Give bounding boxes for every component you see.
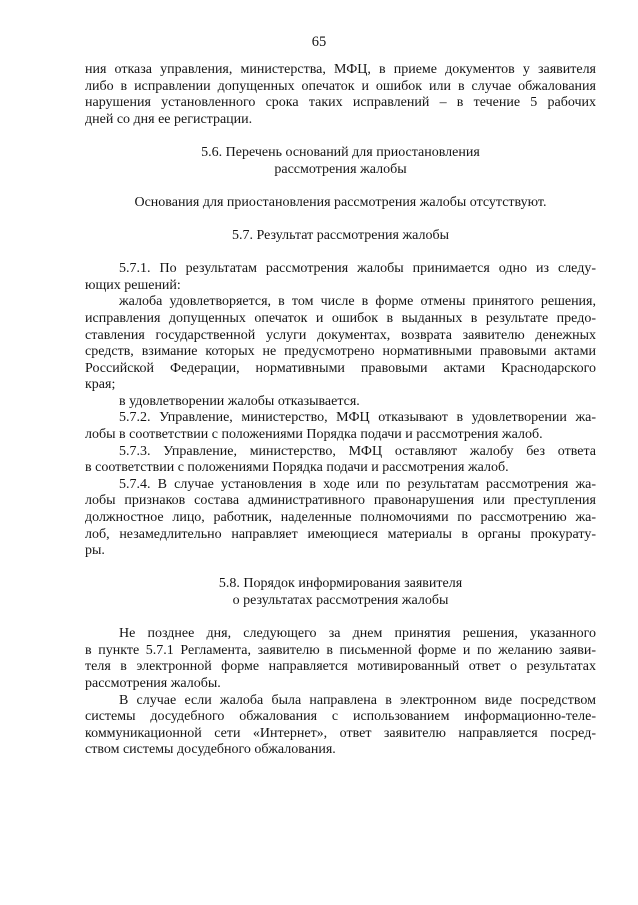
section-5-8-paragraph-1: [85, 626, 596, 692]
document-body: [85, 62, 596, 759]
text-line: лобы признаков состава административного правонарушения или преступления: [85, 493, 596, 509]
text-line: жалоба удовлетворяется, в том числе в форме отмены принятого решения,: [119, 294, 596, 310]
text-line: В случае если жалоба была направлена в электронном виде посредством: [119, 692, 596, 708]
text-line: 5.7.2. Управление, министерство, МФЦ отказывают в удовлетворении жа-: [119, 410, 596, 426]
text-line: лобы в соответствии с положениями Порядка подачи и рассмотрения жалоб.: [85, 427, 543, 443]
heading-line: 5.6. Перечень оснований для приостановления: [201, 144, 480, 160]
paragraph-5-7-2: [85, 410, 596, 443]
section-5-6-heading: [85, 145, 596, 178]
heading-line: 5.8. Порядок информирования заявителя: [218, 576, 463, 592]
text-line: теля в электронной форме направляется мотивированный ответ о результатах: [85, 659, 596, 675]
text-line: ставления государственной услуги документах, возврата заявителю денежных: [85, 327, 596, 343]
text-line: ния отказа управления, министерства, МФЦ, в приеме документов у заявителя: [85, 62, 596, 77]
text-line: либо в исправлении допущенных опечаток и ошибок или в случае обжалования: [85, 78, 596, 94]
section-5-8-paragraph-2: [85, 693, 596, 759]
text-line: 5.7.4. В случае установления в ходе или по результатам рассмотрения жа-: [119, 476, 596, 492]
text-line: Не позднее дня, следующего за днем принятия решения, указанного: [119, 626, 596, 642]
text-line: должностное лицо, работник, наделенные полномочиями по рассмотрению жа-: [85, 510, 596, 526]
text-line: 5.7.3. Управление, министерство, МФЦ оставляют жалобу без ответа: [119, 443, 596, 459]
section-5-6-text: Основания для приостановления рассмотрения жалобы отсутствуют.: [134, 194, 547, 210]
heading-line: рассмотрения жалобы: [274, 161, 407, 177]
text-line: Российской Федерации, нормативными правовыми актами Краснодарского: [85, 360, 596, 376]
text-line: лоб, незамедлительно направляет имеющиеся материалы в органы прокурату-: [85, 526, 596, 542]
text-line: в пункте 5.7.1 Регламента, заявителю в письменной форме и по желанию заяви-: [85, 642, 596, 658]
text-line: 5.7.1. По результатам рассмотрения жалобы принимается одно из следу-: [119, 261, 596, 277]
text-line: исправления допущенных опечаток и ошибок в выданных в результате предо-: [85, 310, 596, 326]
section-5-7-heading: 5.7. Результат рассмотрения жалобы: [232, 227, 449, 243]
decision-1: [85, 294, 596, 394]
text-line: в соответствии с положениями Порядка подачи и рассмотрения жалоб.: [85, 460, 509, 476]
page-number: 65: [311, 34, 327, 50]
text-line: дней со дня ее регистрации.: [85, 111, 253, 127]
text-line: средств, взимание которых не предусмотрено нормативными правовыми актами: [85, 344, 596, 360]
text-line: ры.: [85, 543, 105, 559]
heading-line: о результатах рассмотрения жалобы: [232, 593, 449, 608]
text-line: рассмотрения жалобы.: [85, 675, 221, 691]
text-line: ством системы досудебного обжалования.: [85, 742, 336, 758]
text-line: системы досудебного обжалования с использованием информационно-теле-: [85, 709, 596, 725]
paragraph-5-7-1: [85, 261, 596, 294]
text-line: нарушения установленного срока таких исправлений – в течение 5 рабочих: [85, 95, 596, 111]
paragraph-5-7-4: [85, 477, 596, 560]
decision-2: в удовлетворении жалобы отказывается.: [119, 393, 360, 409]
intro-paragraph: [85, 62, 596, 128]
section-5-8-heading: [85, 576, 596, 609]
text-line: края;: [85, 377, 116, 393]
text-line: ющих решений:: [85, 277, 181, 293]
text-line: коммуникационной сети «Интернет», ответ заявителю направляется посред-: [85, 725, 596, 741]
paragraph-5-7-3: [85, 444, 596, 477]
